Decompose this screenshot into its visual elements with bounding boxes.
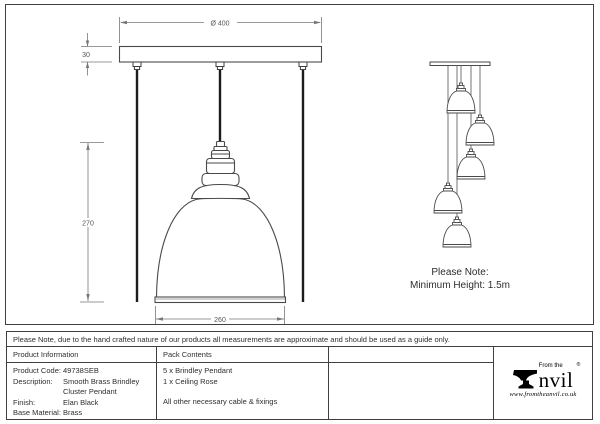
cluster-note-line2: Minimum Height: 1.5m bbox=[409, 280, 511, 291]
cluster-shade-5 bbox=[443, 217, 471, 247]
dim-rose-height-label: 30 bbox=[82, 52, 90, 59]
pack-item: All other necessary cable & fixings bbox=[163, 397, 278, 406]
base-material-row bbox=[13, 408, 156, 419]
logo-url-text: www.fromtheanvil.co.uk bbox=[509, 391, 577, 398]
product-information-header: Product Information bbox=[7, 346, 156, 362]
finish-value: Elan Black bbox=[63, 397, 99, 407]
empty-header-cell bbox=[328, 346, 493, 362]
pack-spacer bbox=[163, 387, 328, 397]
anvil-icon bbox=[513, 368, 539, 389]
product-info-body bbox=[7, 362, 156, 419]
finish-label: Finish: bbox=[13, 397, 36, 407]
logo-registered-mark: ® bbox=[576, 362, 581, 368]
pack-contents-body bbox=[156, 362, 328, 419]
description-label: Description: bbox=[13, 376, 53, 386]
cluster-drawing bbox=[430, 62, 494, 247]
measurement-note: Please Note, due to the hand crafted nature of our products all measurements are approximate and should be used as a guide only. bbox=[7, 332, 592, 346]
brand-logo bbox=[493, 346, 592, 419]
product-code-row bbox=[13, 366, 156, 377]
empty-body-cell bbox=[328, 362, 493, 419]
product-code-label: Product Code: bbox=[13, 366, 61, 375]
ceiling-rose-side-view bbox=[120, 47, 322, 63]
pack-item: 1 x Ceiling Rose bbox=[163, 376, 218, 386]
pack-item: 5 x Brindley Pendant bbox=[163, 366, 233, 375]
finish-row bbox=[13, 398, 156, 409]
cluster-shade-3 bbox=[457, 149, 485, 179]
dim-shade-width-label: 260 bbox=[214, 317, 226, 324]
cord-grips bbox=[133, 62, 307, 70]
cluster-shade-4 bbox=[434, 183, 462, 213]
description-label-2 bbox=[13, 387, 63, 398]
logo-fromthe-text: From the bbox=[538, 363, 563, 369]
description-row-2 bbox=[13, 387, 156, 398]
brand-logo-main bbox=[513, 362, 581, 392]
product-code-value: 49738SEB bbox=[63, 366, 99, 375]
description-row bbox=[13, 377, 156, 388]
cluster-note-line1: Please Note: bbox=[431, 267, 489, 278]
description-value: Smooth Brass Brindley bbox=[63, 376, 140, 386]
description-value-2: Cluster Pendant bbox=[63, 387, 117, 396]
pendant-drawing bbox=[155, 142, 286, 303]
base-material-value: Brass bbox=[63, 408, 83, 417]
product-info-table bbox=[6, 331, 593, 420]
base-material-label: Base Material: bbox=[13, 408, 61, 417]
pack-contents-header: Pack Contents bbox=[156, 346, 328, 362]
dim-rose-diameter-label: Ø 400 bbox=[210, 20, 230, 28]
logo-name-text: nvil bbox=[538, 368, 574, 392]
dim-pendant-height-label: 270 bbox=[82, 220, 94, 228]
cluster-shade-2 bbox=[466, 115, 494, 145]
